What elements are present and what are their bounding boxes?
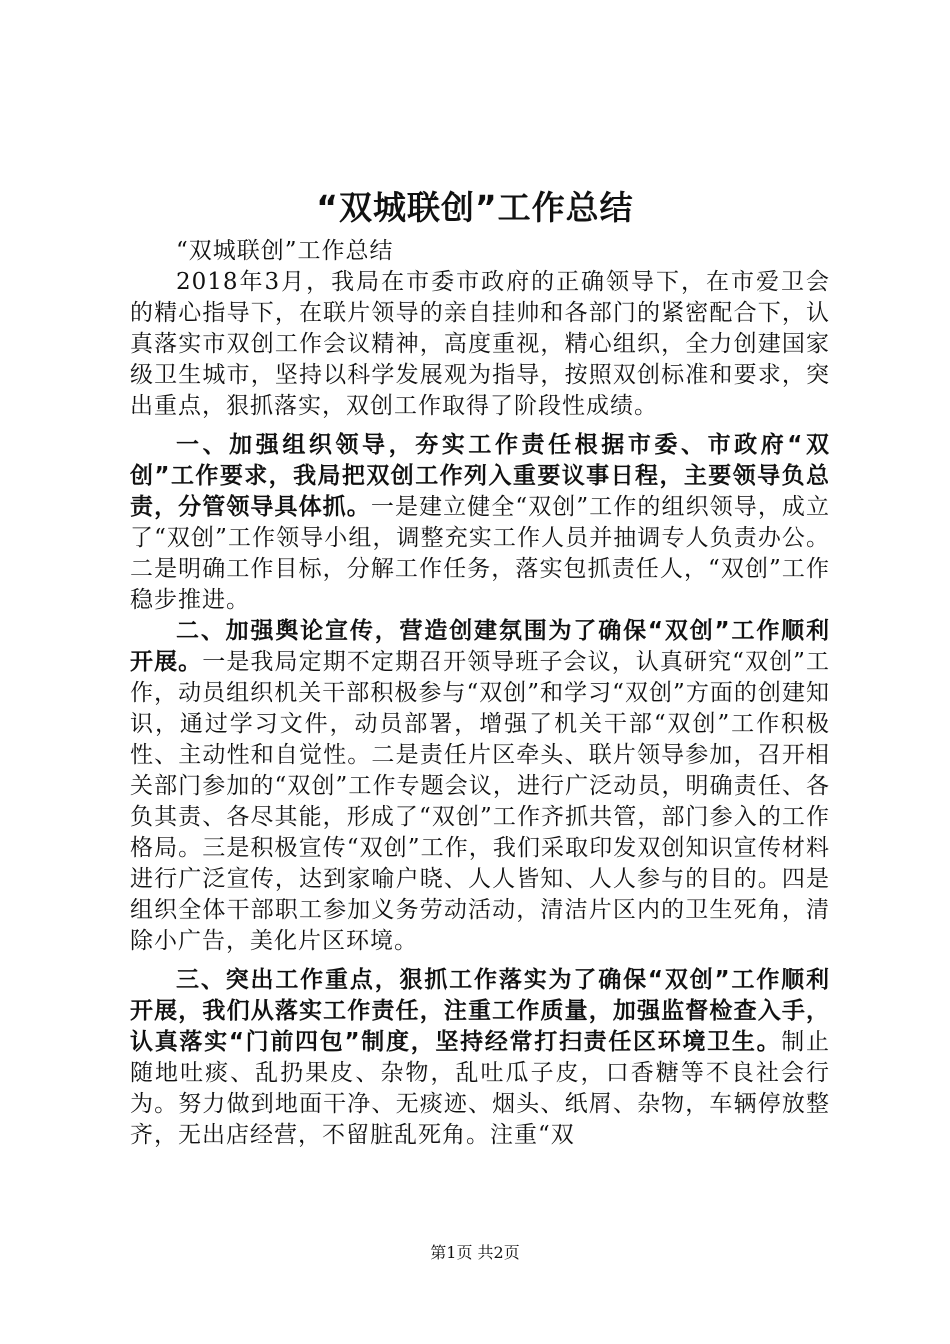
section-2-body: 一是我局定期不定期召开领导班子会议，认真研究“双创”工作，动员组织机关干部积极参与“双创”和学习“双创”方面的创建知识，通过学习文件，动员部署，增强了机关干部“双创”工作积极性、主动性和自觉性。二是责任片区牵头、联片领导参加，召开相关部门参加的“双创”工作专题会议，进行广泛动员，明确责任、各负其责、各尽其能，形成了“双创”工作齐抓共管，部门参入的工作格局。三是积极宣传“双创”工作，我们采取印发双创知识宣传材料进行广泛宣传，达到家喻户晓、人人皆知、人人参与的目的。四是组织全体干部职工参加义务劳动活动，清洁片区内的卫生死角，清除小广告，美化片区环境。 xyxy=(130,649,830,954)
section-1-paragraph xyxy=(130,430,830,616)
page-number-footer: 第1页 共2页 xyxy=(430,1243,520,1262)
document-title: “双城联创”工作总结 xyxy=(316,188,634,227)
document-subtitle: “双城联创”工作总结 xyxy=(176,238,394,264)
document-body xyxy=(130,236,830,1151)
section-1-heading: 一、加强组织领导，夯实工作责任根据市委、市政府“双创”工作要求，我局把双创工作列入重要议事日程，主要领导负总责，分管领导具体抓。 xyxy=(130,432,830,520)
section-3-paragraph xyxy=(130,965,830,1151)
section-2-paragraph xyxy=(130,616,830,957)
intro-paragraph: 2018年3月，我局在市委市政府的正确领导下，在市爱卫会的精心指导下，在联片领导的亲自挂帅和各部门的紧密配合下，认真落实市双创工作会议精神，高度重视，精心组织，全力创建国家级卫生城市，坚持以科学发展观为指导，按照双创标准和要求，突出重点，狠抓落实，双创工作取得了阶段性成绩。 xyxy=(130,269,830,419)
section-3-body: 制止随地吐痰、乱扔果皮、杂物，乱吐瓜子皮，口香糖等不良社会行为。努力做到地面干净、无痰迹、烟头、纸屑、杂物，车辆停放整齐，无出店经营，不留脏乱死角。注重“双 xyxy=(130,1029,831,1148)
section-2-heading: 二、加强舆论宣传，营造创建氛围为了确保“双创”工作顺利开展。 xyxy=(130,618,830,675)
section-3-heading: 三、突出工作重点，狠抓工作落实为了确保“双创”工作顺利开展，我们从落实工作责任，注重工作质量，加强监督检查入手，认真落实“门前四包”制度，坚持经常打扫责任区环境卫生。 xyxy=(130,967,830,1055)
section-1-body: 一是建立健全“双创”工作的组织领导，成立了“双创”工作领导小组，调整充实工作人员并抽调专人负责办公。二是明确工作目标，分解工作任务，落实包抓责任人，“双创”工作稳步推进。 xyxy=(130,494,830,613)
